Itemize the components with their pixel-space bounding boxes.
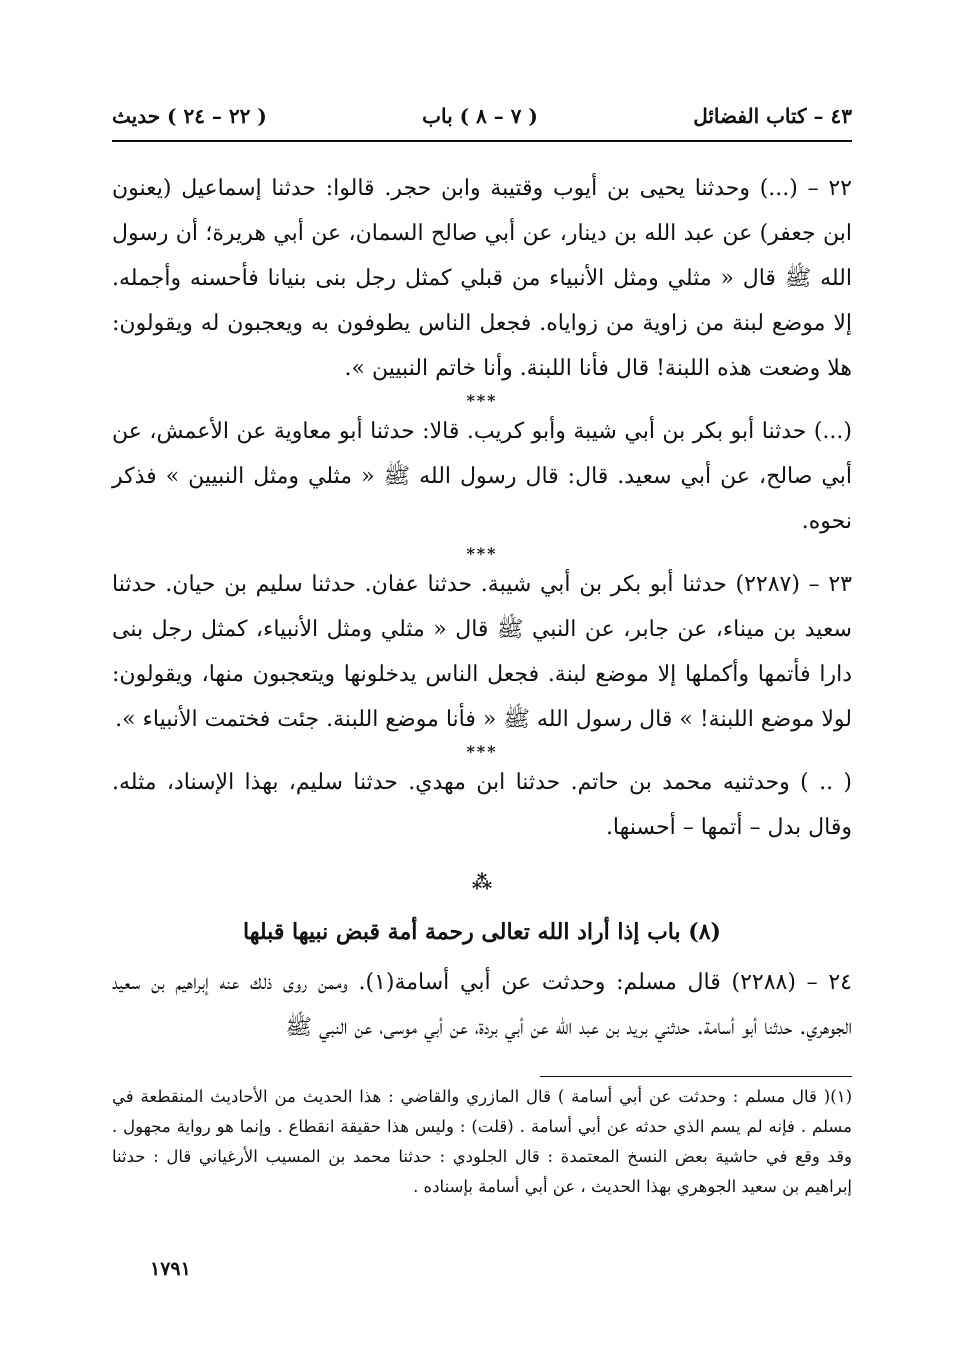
hadith-23: ٢٣ – (٢٢٨٧) حدثنا أبو بكر بن أبي شيبة. حدثنا عفان. حدثنا سليم بن حيان. حدثنا سعيد بن ميناء، عن جابر، عن النبي ﷺ قال « مثلي ومثل الأنبياء، كمثل رجل بنى دارا فأتمها وأكملها إلا موضع لبنة. فجعل الناس يدخلونها ويتعجبون منها، ويقولون: لولا موضع اللبنة! » قال رسول الله ﷺ « فأنا موضع اللبنة. جئت فختمت الأنبياء ». [112,572,852,732]
running-header [112,98,852,134]
header-divider [112,140,852,142]
separator-stars: *** [466,391,498,410]
section-separator: ⁂ [471,870,493,894]
header-hadith-range: ( ٢٢ – ٢٤ ) حديث [112,104,267,128]
hadith-22-variant: (...) حدثنا أبو بكر بن أبي شيبة وأبو كريب. قالا: حدثنا أبو معاوية عن الأعمش، عن أبي صالح، عن أبي سعيد. قال: قال رسول الله ﷺ « مثلي ومثل النبيين » فذكر نحوه. [112,419,852,534]
main-text [112,166,852,1050]
footnotes [112,1082,852,1202]
header-chapter-range: ( ٧ – ٨ ) باب [422,104,538,128]
separator-stars: *** [466,742,498,761]
hadith-23-variant: ( .. ) وحدثنيه محمد بن حاتم. حدثنا ابن مهدي. حدثنا سليم، بهذا الإسناد، مثله. وقال بدل – أتمها – أحسنها. [112,770,852,840]
hadith-22: ٢٢ – (...) وحدثنا يحيى بن أيوب وقتيبة وابن حجر. قالوا: حدثنا إسماعيل (يعنون ابن جعفر) عن عبد الله بن دينار، عن أبي صالح السمان، عن أبي هريرة؛ أن رسول الله ﷺ قال « مثلي ومثل الأنبياء من قبلي كمثل رجل بنى بنيانا فأحسنه وأجمله. إلا موضع لبنة من زاوية من زواياه. فجعل الناس يطوفون به ويعجبون له ويقولون: هلا وضعت هذه اللبنة! قال فأنا اللبنة. وأنا خاتم النبيين ». [112,176,852,381]
hadith-24: ٢٤ – (٢٢٨٨) قال مسلم: وحدثت عن أبي أسامة(١). وممن روى ذلك عنه إبراهيم بن سعيد الجوهري. حدثنا أبو أسامة. حدثني بريد بن عبد الله عن أبي بردة، عن أبي موسى، عن النبي ﷺ [112,970,852,1040]
page-number: ١٧٩١ [150,1258,191,1280]
footnote-1: (١)( قال مسلم : وحدثت عن أبي أسامة ) قال المازري والقاضي : هذا الحديث من الأحاديث المنقطعة في مسلم . فإنه لم يسم الذي حدثه عن أبي أسامة . (قلت) : وليس هذا حقيقة انقطاع . وإنما هو رواية مجهول . وقد وقع في حاشية بعض النسخ المعتمدة : قال الجلودي : حدثنا محمد بن المسيب الأرغياني قال : حدثنا إبراهيم بن سعيد الجوهري بهذا الحديث ، عن أبي أسامة بإسناده . [112,1087,852,1196]
header-book-title: ٤٣ – كتاب الفضائل [693,104,852,128]
separator-stars: *** [466,544,498,563]
chapter-title: (٨) باب إذا أراد الله تعالى رحمة أمة قبض نبيها قبلها [243,919,721,945]
footnote-divider [540,1076,852,1077]
